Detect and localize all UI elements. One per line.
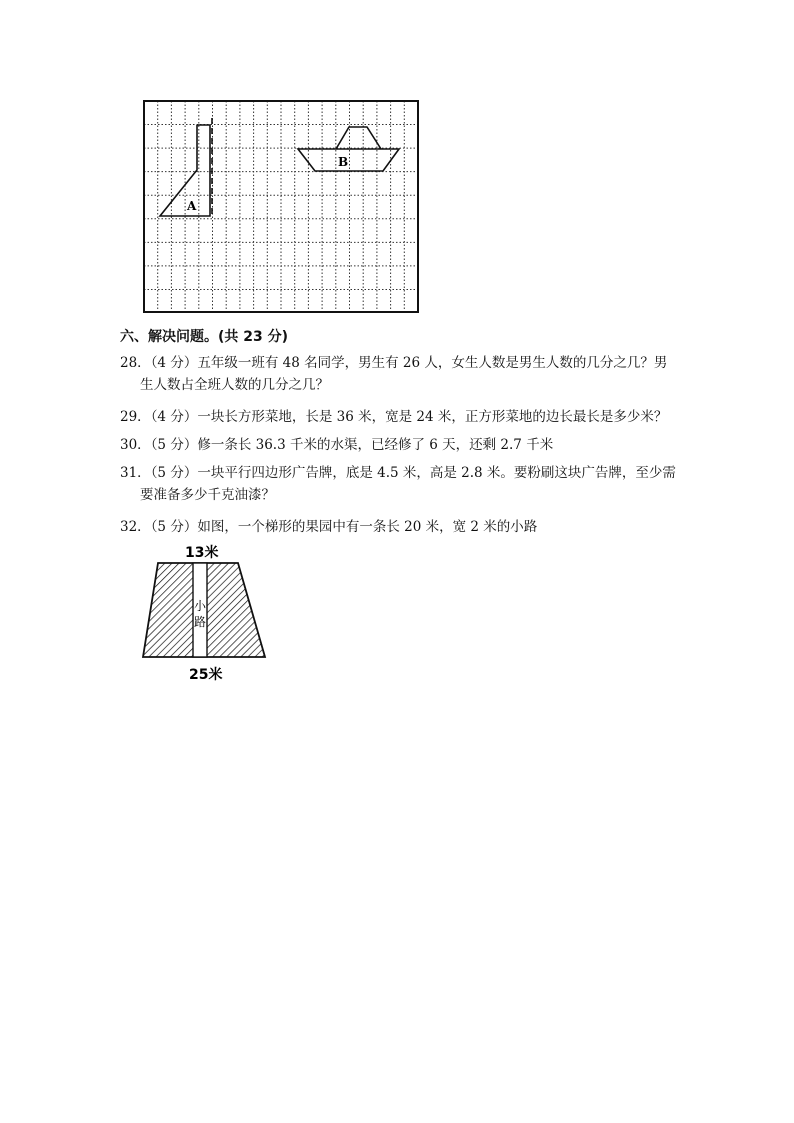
path-label-1: 小 — [194, 599, 207, 613]
question-text-continued: 要准备多少千克油漆？ — [140, 487, 275, 503]
question-31 — [120, 462, 676, 506]
question-text: 五年级一班有 48 名同学，男生有 26 人，女生人数是男生人数的几分之几？男 — [197, 355, 668, 371]
shape-a — [160, 125, 210, 216]
grid-figure — [143, 100, 419, 314]
question-number: 29． — [120, 409, 151, 425]
question-text: 修一条长 36.3 千米的水渠，已经修了 6 天，还剩 2.7 千米 — [197, 437, 554, 453]
trapezoid-figure — [138, 540, 270, 686]
shape-b-top — [336, 127, 381, 149]
question-text: 一块平行四边形广告牌，底是 4.5 米，高是 2.8 米。要粉刷这块广告牌，至少需 — [197, 465, 676, 481]
top-base-label: 13米 — [185, 545, 219, 561]
section-title: 六、解决问题。(共 23 分) — [120, 329, 289, 345]
question-number: 30． — [120, 437, 151, 453]
question-points: （5 分） — [150, 437, 198, 453]
question-number: 32． — [120, 519, 151, 535]
question-points: （4 分） — [150, 409, 198, 425]
grid-lines — [144, 101, 418, 313]
question-points: （5 分） — [150, 519, 198, 535]
shape-b-label: B — [338, 155, 349, 169]
question-30 — [120, 434, 553, 456]
question-points: （4 分） — [150, 355, 198, 371]
path-label-2: 路 — [194, 615, 207, 629]
question-32 — [120, 516, 537, 538]
question-points: （5 分） — [150, 465, 198, 481]
question-text-continued: 生人数占全班人数的几分之几？ — [140, 377, 329, 393]
bottom-base-label: 25米 — [189, 667, 223, 683]
question-28 — [120, 352, 667, 396]
question-number: 31． — [120, 465, 151, 481]
question-text: 如图，一个梯形的果园中有一条长 20 米，宽 2 米的小路 — [197, 519, 538, 535]
question-29 — [120, 406, 667, 428]
shape-a-label: A — [187, 199, 197, 213]
question-text: 一块长方形菜地，长是 36 米，宽是 24 米，正方形菜地的边长最长是多少米？ — [197, 409, 668, 425]
question-number: 28． — [120, 355, 151, 371]
shape-b — [298, 149, 399, 171]
